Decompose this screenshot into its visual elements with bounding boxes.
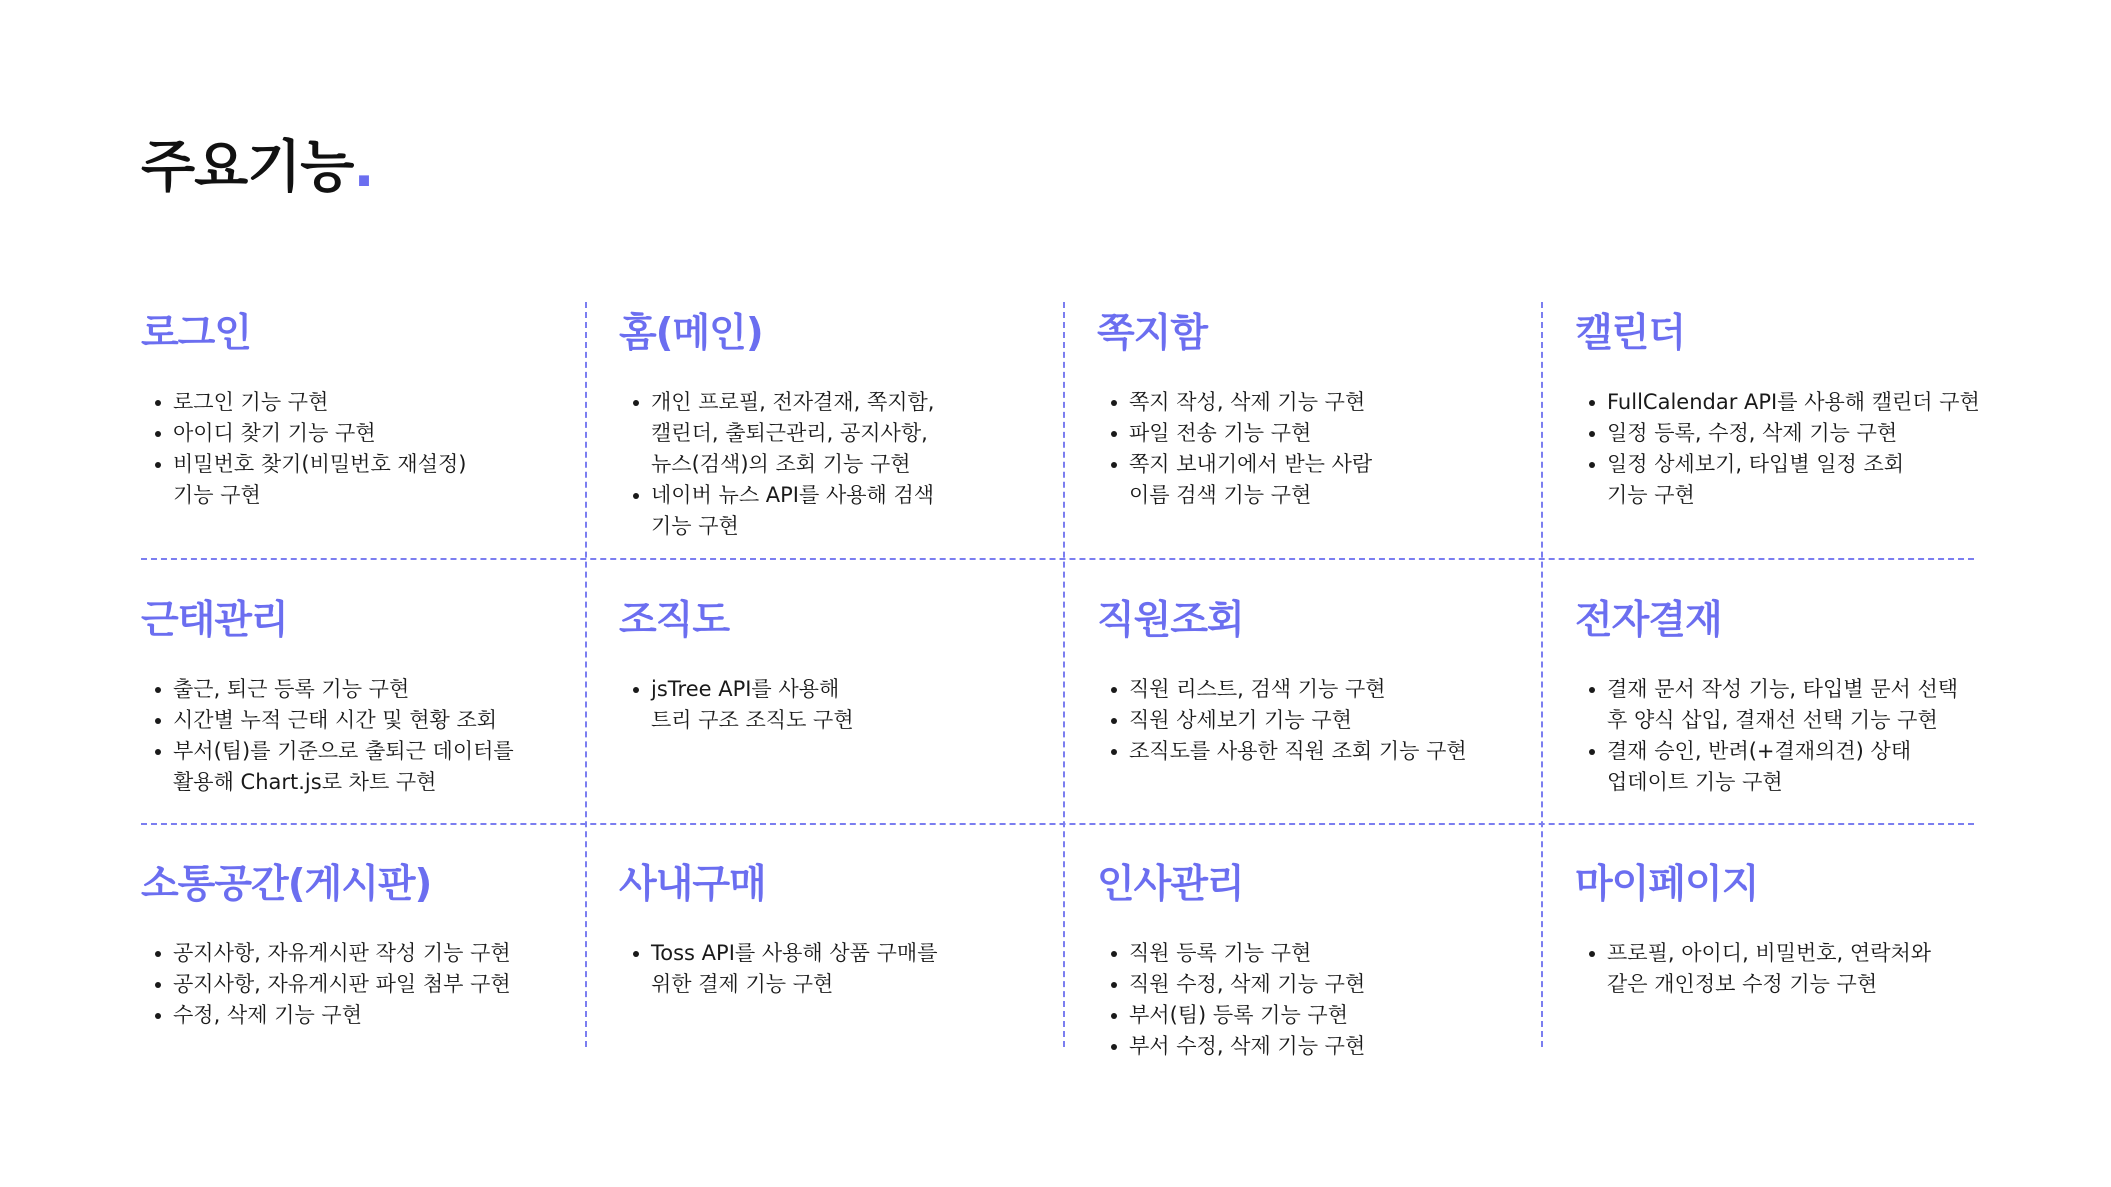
section-title: 조직도 bbox=[619, 598, 730, 643]
feature-item: 부서(팀) 등록 기능 구현 bbox=[1097, 1000, 1365, 1031]
feature-item: 부서(팀)를 기준으로 출퇴근 데이터를 활용해 Chart.js로 차트 구현 bbox=[141, 736, 514, 798]
feature-list bbox=[619, 938, 938, 1000]
feature-section-messages bbox=[1097, 311, 1373, 511]
feature-item: 로그인 기능 구현 bbox=[141, 387, 466, 418]
section-title: 근태관리 bbox=[141, 598, 288, 643]
feature-list bbox=[1097, 387, 1372, 511]
feature-item: 결재 문서 작성 기능, 타입별 문서 선택 후 양식 삽입, 결재선 선택 기능 구현 bbox=[1575, 674, 1958, 736]
feature-item: 공지사항, 자유게시판 파일 첨부 구현 bbox=[141, 969, 511, 1000]
feature-item: 수정, 삭제 기능 구현 bbox=[141, 1000, 511, 1031]
feature-list bbox=[1575, 674, 1958, 798]
feature-item: 쪽지 작성, 삭제 기능 구현 bbox=[1097, 387, 1372, 418]
feature-item: 직원 리스트, 검색 기능 구현 bbox=[1097, 674, 1467, 705]
column-divider bbox=[585, 302, 587, 1047]
feature-list bbox=[141, 938, 511, 1031]
feature-list bbox=[1575, 387, 1980, 511]
page-title bbox=[141, 135, 374, 200]
feature-section-hr-management bbox=[1097, 862, 1366, 1062]
feature-list bbox=[141, 387, 466, 511]
feature-item: 직원 상세보기 기능 구현 bbox=[1097, 705, 1467, 736]
feature-item: 직원 등록 기능 구현 bbox=[1097, 938, 1365, 969]
feature-item: 네이버 뉴스 API를 사용해 검색 기능 구현 bbox=[619, 480, 934, 542]
feature-section-purchase bbox=[619, 862, 938, 1000]
feature-item: 일정 등록, 수정, 삭제 기능 구현 bbox=[1575, 418, 1980, 449]
feature-section-calendar bbox=[1575, 311, 1980, 511]
page-title-text: 주요기능 bbox=[141, 135, 354, 200]
feature-section-org-chart bbox=[619, 598, 854, 736]
feature-item: 출근, 퇴근 등록 기능 구현 bbox=[141, 674, 514, 705]
feature-list bbox=[619, 674, 854, 736]
feature-item: 프로필, 아이디, 비밀번호, 연락처와 같은 개인정보 수정 기능 구현 bbox=[1575, 938, 1931, 1000]
feature-list bbox=[141, 674, 514, 798]
section-title: 전자결재 bbox=[1575, 598, 1722, 643]
feature-section-employee-search bbox=[1097, 598, 1467, 767]
feature-item: 직원 수정, 삭제 기능 구현 bbox=[1097, 969, 1365, 1000]
feature-section-my-page bbox=[1575, 862, 1932, 1000]
section-title: 소통공간(게시판) bbox=[141, 862, 432, 907]
feature-item: 쪽지 보내기에서 받는 사람 이름 검색 기능 구현 bbox=[1097, 449, 1372, 511]
section-title: 직원조회 bbox=[1097, 598, 1244, 643]
feature-list bbox=[1097, 674, 1467, 767]
page-title-dot: . bbox=[353, 135, 374, 200]
feature-item: 시간별 누적 근태 시간 및 현황 조회 bbox=[141, 705, 514, 736]
section-title: 쪽지함 bbox=[1097, 311, 1208, 356]
feature-item: jsTree API를 사용해 트리 구조 조직도 구현 bbox=[619, 674, 854, 736]
feature-section-e-approval bbox=[1575, 598, 1959, 798]
feature-section-board bbox=[141, 862, 511, 1031]
feature-item: 비밀번호 찾기(비밀번호 재설정) 기능 구현 bbox=[141, 449, 466, 511]
feature-item: 조직도를 사용한 직원 조회 기능 구현 bbox=[1097, 736, 1467, 767]
feature-item: 공지사항, 자유게시판 작성 기능 구현 bbox=[141, 938, 511, 969]
column-divider bbox=[1541, 302, 1543, 1047]
feature-item: 아이디 찾기 기능 구현 bbox=[141, 418, 466, 449]
feature-item: FullCalendar API를 사용해 캘린더 구현 bbox=[1575, 387, 1980, 418]
feature-item: 결재 승인, 반려(+결재의견) 상태 업데이트 기능 구현 bbox=[1575, 736, 1958, 798]
feature-item: 일정 상세보기, 타입별 일정 조회 기능 구현 bbox=[1575, 449, 1980, 511]
feature-section-home bbox=[619, 311, 935, 542]
feature-item: 부서 수정, 삭제 기능 구현 bbox=[1097, 1031, 1365, 1062]
feature-section-attendance bbox=[141, 598, 514, 798]
row-divider bbox=[141, 558, 1974, 560]
section-title: 로그인 bbox=[141, 311, 252, 356]
section-title: 인사관리 bbox=[1097, 862, 1244, 907]
feature-list bbox=[1575, 938, 1931, 1000]
row-divider bbox=[141, 823, 1974, 825]
feature-list bbox=[619, 387, 934, 542]
feature-item: 파일 전송 기능 구현 bbox=[1097, 418, 1372, 449]
section-title: 캘린더 bbox=[1575, 311, 1686, 356]
feature-list bbox=[1097, 938, 1365, 1062]
feature-item: Toss API를 사용해 상품 구매를 위한 결제 기능 구현 bbox=[619, 938, 938, 1000]
section-title: 홈(메인) bbox=[619, 311, 763, 356]
column-divider bbox=[1063, 302, 1065, 1047]
section-title: 마이페이지 bbox=[1575, 862, 1759, 907]
feature-section-login bbox=[141, 311, 467, 511]
feature-item: 개인 프로필, 전자결재, 쪽지함, 캘린더, 출퇴근관리, 공지사항, 뉴스(검색)의 조회 기능 구현 bbox=[619, 387, 934, 480]
section-title: 사내구매 bbox=[619, 862, 766, 907]
